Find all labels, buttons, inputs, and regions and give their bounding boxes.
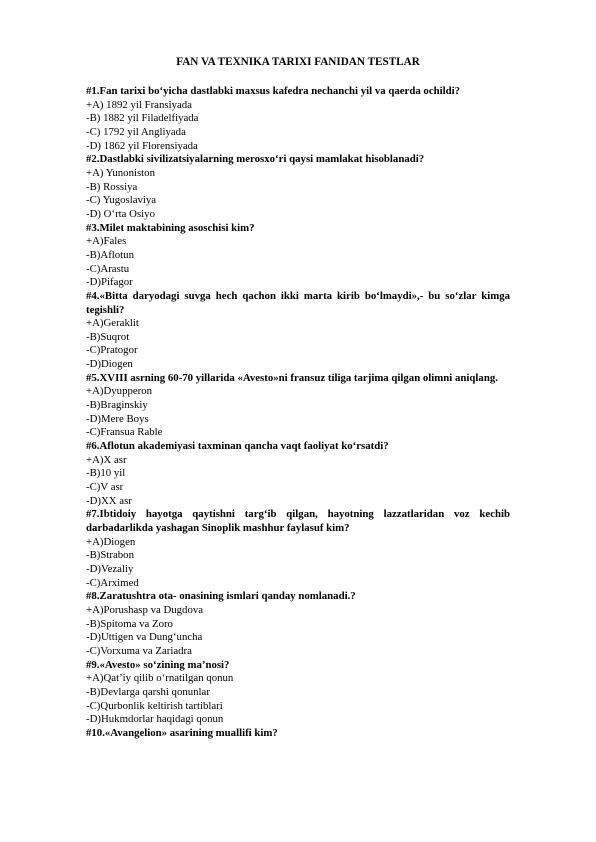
question-block	[86, 440, 510, 508]
answer-option: +A)Geraklit	[86, 317, 139, 330]
answer-option: -C)Arximed	[86, 576, 139, 589]
question-block	[86, 153, 510, 221]
answer-option: -C) 1792 yil Angliyada	[86, 125, 186, 138]
question-text: #10.«Avangelion» asarining muallifi kim?	[86, 726, 278, 739]
answer-option: -B)Suqrot	[86, 330, 130, 343]
question-block	[86, 590, 510, 658]
answer-option: +A) Yunoniston	[86, 166, 155, 179]
answer-option: -D)Uttigen va Dung‘uncha	[86, 631, 203, 644]
question-block	[86, 508, 510, 590]
answer-option: -B)Aflotun	[86, 248, 134, 261]
answer-option: +A)Qat’iy qilib o‘rnatilgan qonun	[86, 672, 234, 685]
answer-option: +A)X asr	[86, 453, 127, 466]
answer-option: -C)Vorxuma va Zariadra	[86, 644, 192, 657]
answer-option: -C)Arastu	[86, 262, 130, 275]
question-text: #6.Aflotun akademiyasi taxminan qancha vaqt faoliyat ko‘rsatdi?	[86, 440, 389, 453]
answer-option: +A)Diogen	[86, 535, 136, 548]
answer-option: +A)Fales	[86, 235, 127, 248]
answer-option: -C)V asr	[86, 481, 124, 494]
answer-option: -B) Rossiya	[86, 180, 138, 193]
answer-option: -D)Diogen	[86, 358, 133, 371]
question-text: #7.Ibtidoiy hayotga qaytishni targ‘ib qilgan, hayotning lazzatlaridan voz kechib darbadarlikda yashagan Sinoplik mashhur faylasuf kim?	[86, 508, 510, 534]
answer-option: -D)XX asr	[86, 494, 132, 507]
question-text: #4.«Bitta daryodagi suvga hech qachon ikki marta kirib bo‘lmaydi»,- bu so‘zlar kimga tegishli?	[86, 289, 510, 316]
question-text: #3.Milet maktabining asoschisi kim?	[86, 221, 255, 234]
answer-option: -D) O‘rta Osiyo	[86, 207, 155, 220]
question-block	[86, 290, 510, 372]
answer-option: +A)Porushasp va Dugdova	[86, 603, 204, 616]
answer-option: -D) 1862 yil Florensiyada	[86, 139, 198, 152]
answer-option: -B)Strabon	[86, 549, 134, 562]
question-block	[86, 727, 510, 741]
question-block	[86, 372, 510, 440]
question-text: #2.Dastlabki sivilizatsiyalarning merosxo‘ri qaysi mamlakat hisoblanadi?	[86, 153, 425, 166]
answer-option: -D)Hukmdorlar haqidagi qonun	[86, 713, 224, 726]
answer-option: -D)Pifagor	[86, 276, 133, 289]
answer-option: -D)Vezaliy	[86, 562, 134, 575]
question-block	[86, 85, 510, 153]
question-text: #5.XVIII asrning 60-70 yillarida «Avesto»ni fransuz tiliga tarjima qilgan olimni aniqlang.	[86, 371, 498, 384]
answer-option: -C)Pratogor	[86, 344, 138, 357]
answer-option: -B)Devlarga qarshi qonunlar	[86, 685, 210, 698]
answer-option: -D)Mere Boys	[86, 412, 149, 425]
question-list	[86, 85, 510, 741]
answer-option: +A)Dyupperon	[86, 385, 153, 398]
answer-option: -C)Fransua Rable	[86, 426, 163, 439]
answer-option: +A) 1892 yil Fransiyada	[86, 98, 192, 111]
answer-option: -C)Qurbonlik keltirish tartiblari	[86, 699, 223, 712]
question-text: #9.«Avesto» so‘zining ma’nosi?	[86, 658, 230, 671]
document-title: FAN VA TEXNIKA TARIXI FANIDAN TESTLAR	[176, 56, 420, 68]
question-block	[86, 222, 510, 290]
answer-option: -B)Spitoma va Zoro	[86, 617, 173, 630]
question-text: #1.Fan tarixi bo‘yicha dastlabki maxsus kafedra nechanchi yil va qaerda ochildi?	[86, 85, 461, 97]
answer-option: -B)10 yil	[86, 467, 126, 480]
answer-option: -B) 1882 yil Filadelfiyada	[86, 112, 199, 125]
question-block	[86, 659, 510, 727]
answer-option: -C) Yugoslaviya	[86, 194, 157, 207]
question-text: #8.Zaratushtra ota- onasining ismlari qanday nomlanadi.?	[86, 590, 356, 603]
answer-option: -B)Braginskiy	[86, 399, 148, 412]
